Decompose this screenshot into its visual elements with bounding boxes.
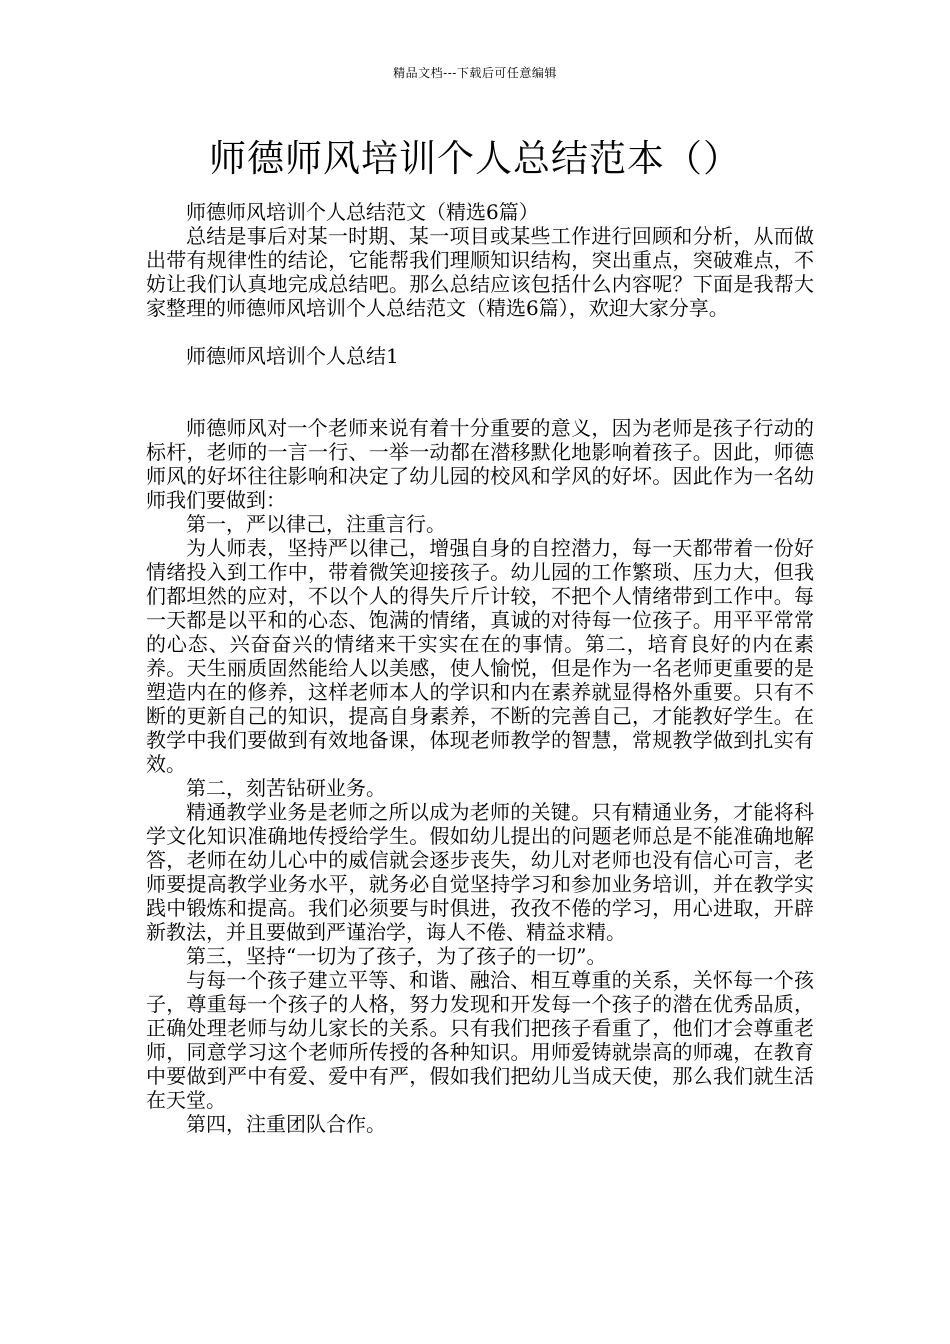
body-paragraph: 师德师风对一个老师来说有着十分重要的意义，因为老师是孩子行动的标杆，老师的一言一行、一举一动都在潜移默化地影响着孩子。因此，师德师风的好坏往往影响和决定了幼儿园的校风和学风的好坏。因此作为一名幼师我们要做到： [146, 416, 814, 512]
section-heading: 师德师风培训个人总结1 [186, 344, 399, 368]
spacer [146, 368, 814, 392]
body-paragraph: 为人师表，坚持严以律己，增强自身的自控潜力，每一天都带着一份好情绪投入到工作中，带着微笑迎接孩子。幼儿园的工作繁琐、压力大，但我们都坦然的应对，不以个人的得失斤斤计较，不把个人情绪带到工作中。每一天都是以平和的心态、饱满的情绪，真诚的对待每一位孩子。用平平常常的心态、兴奋奋兴的情绪来干实实在在的事情。第二，培育良好的内在素养。天生丽质固然能给人以美感，使人愉悦，但是作为一名老师更重要的是塑造内在的修养，这样老师本人的学识和内在素养就显得格外重要。只有不断的更新自己的知识，提高自身素养，不断的完善自己，才能教好学生。在教学中我们要做到有效地备课，体现老师教学的智慧，常规教学做到扎实有效。 [146, 536, 814, 776]
body-paragraph: 与每一个孩子建立平等、和谐、融洽、相互尊重的关系，关怀每一个孩子，尊重每一个孩子的人格，努力发现和开发每一个孩子的潜在优秀品质，正确处理老师与幼儿家长的关系。只有我们把孩子看重了，他们才会尊重老师，同意学习这个老师所传授的各种知识。用师爱铸就崇高的师魂，在教育中要做到严中有爱、爱中有严，假如我们把幼儿当成天使，那么我们就生活在天堂。 [146, 968, 814, 1112]
body-paragraph: 精通教学业务是老师之所以成为老师的关键。只有精通业务，才能将科学文化知识准确地传授给学生。假如幼儿提出的问题老师总是不能准确地解答，老师在幼儿心中的威信就会逐步丧失，幼儿对老师也没有信心可言，老师要提高教学业务水平，就务必自觉坚持学习和参加业务培训，并在教学实践中锻炼和提高。我们必须要与时俱进，孜孜不倦的学习，用心进取，开辟新教法，并且要做到严谨治学，诲人不倦、精益求精。 [146, 800, 814, 944]
document-body [146, 200, 814, 1136]
point-heading: 第二，刻苦钻研业务。 [186, 776, 386, 800]
document-title: 师德师风培训个人总结范本（） [209, 137, 741, 180]
spacer [146, 392, 814, 416]
point-heading: 第三，坚持“一切为了孩子，为了孩子的一切”。 [186, 944, 607, 968]
subtitle-paragraph: 师德师风培训个人总结范文（精选6篇） [186, 200, 539, 224]
intro-paragraph: 总结是事后对某一时期、某一项目或某些工作进行回顾和分析，从而做出带有规律性的结论，它能帮我们理顺知识结构，突出重点，突破难点，不妨让我们认真地完成总结吧。那么总结应该包括什么内容呢？下面是我帮大家整理的师德师风培训个人总结范文（精选6篇），欢迎大家分享。 [146, 224, 814, 320]
spacer [146, 320, 814, 344]
page-header: 精品文档---下载后可任意编辑 [393, 66, 557, 80]
point-heading: 第一，严以律己，注重言行。 [186, 512, 446, 536]
point-heading: 第四，注重团队合作。 [186, 1112, 386, 1136]
